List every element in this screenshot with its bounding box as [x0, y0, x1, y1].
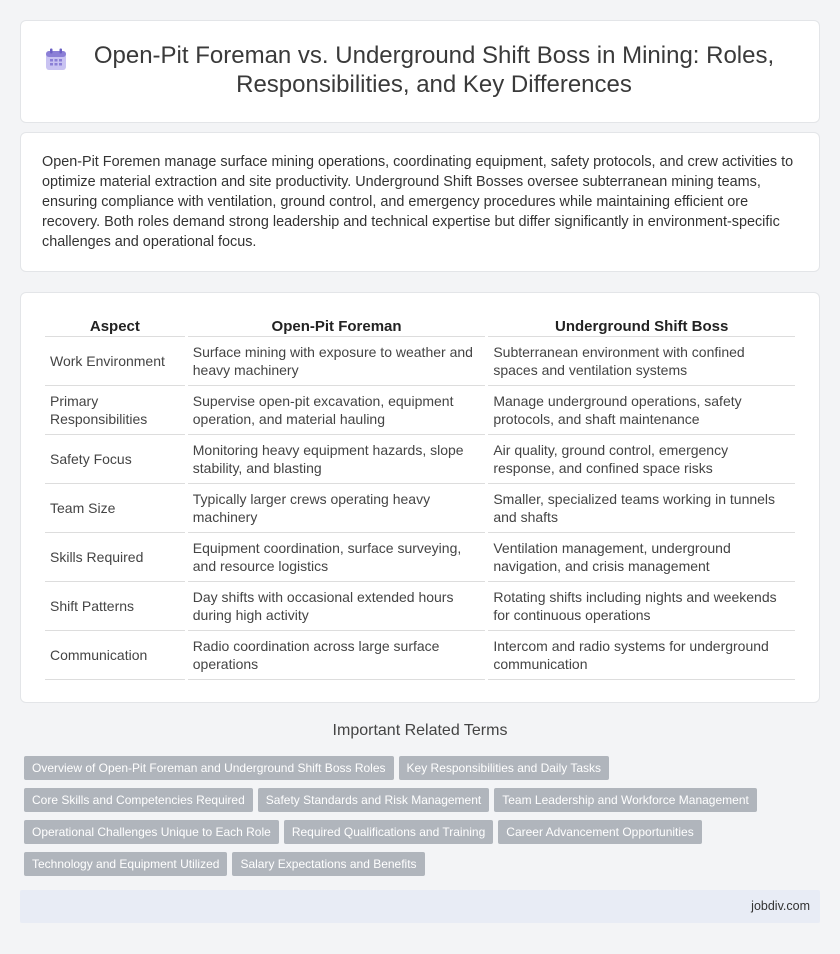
related-term-tag[interactable]: Required Qualifications and Training	[284, 820, 493, 844]
underground-cell: Subterranean environment with confined spaces and ventilation systems	[488, 337, 795, 386]
page-title: Open-Pit Foreman vs. Underground Shift Boss in Mining: Roles, Responsibilities, and Key Differences	[93, 42, 775, 98]
table-row	[45, 337, 795, 386]
open-pit-cell: Day shifts with occasional extended hours during high activity	[188, 582, 486, 631]
open-pit-cell: Equipment coordination, surface surveying, and resource logistics	[188, 533, 486, 582]
table-row	[45, 484, 795, 533]
comparison-table	[42, 315, 798, 680]
open-pit-cell: Surface mining with exposure to weather and heavy machinery	[188, 337, 486, 386]
related-term-tag[interactable]: Safety Standards and Risk Management	[258, 788, 489, 812]
intro-paragraph: Open-Pit Foremen manage surface mining operations, coordinating equipment, safety protocols, and crew activities to optimize material extraction and site productivity. Underground Shift Bosses oversee subterranean mining teams, ensuring compliance with ventilation, ground control, and emergency procedures while maintaining efficient ore recovery. Both roles demand strong leadership and technical expertise but differ significantly in environment-specific challenges and operational focus.	[42, 154, 794, 250]
related-term-tag[interactable]: Technology and Equipment Utilized	[24, 852, 227, 876]
related-term-tag[interactable]: Core Skills and Competencies Required	[24, 788, 253, 812]
related-term-tag[interactable]: Operational Challenges Unique to Each Role	[24, 820, 279, 844]
open-pit-cell: Monitoring heavy equipment hazards, slope stability, and blasting	[188, 435, 486, 484]
underground-cell: Rotating shifts including nights and weekends for continuous operations	[488, 582, 795, 631]
underground-cell: Ventilation management, underground navigation, and crisis management	[488, 533, 795, 582]
aspect-cell: Work Environment	[45, 337, 185, 386]
table-row	[45, 435, 795, 484]
related-term-tag[interactable]: Overview of Open-Pit Foreman and Underground Shift Boss Roles	[24, 756, 394, 780]
open-pit-cell: Typically larger crews operating heavy machinery	[188, 484, 486, 533]
table-row	[45, 582, 795, 631]
header-underground-shift-boss: Underground Shift Boss	[488, 315, 795, 337]
related-terms-tags	[24, 756, 814, 884]
underground-cell: Intercom and radio systems for underground communication	[488, 631, 795, 680]
related-term-tag[interactable]: Salary Expectations and Benefits	[232, 852, 424, 876]
comparison-table-card	[20, 292, 820, 703]
table-header-row	[45, 315, 795, 337]
related-term-tag[interactable]: Career Advancement Opportunities	[498, 820, 701, 844]
table-row	[45, 631, 795, 680]
underground-cell: Smaller, specialized teams working in tunnels and shafts	[488, 484, 795, 533]
open-pit-cell: Supervise open-pit excavation, equipment operation, and material hauling	[188, 386, 486, 435]
aspect-cell: Safety Focus	[45, 435, 185, 484]
aspect-cell: Skills Required	[45, 533, 185, 582]
header-open-pit-foreman: Open-Pit Foreman	[188, 315, 486, 337]
related-term-tag[interactable]: Key Responsibilities and Daily Tasks	[399, 756, 610, 780]
intro-card	[20, 132, 820, 272]
footer	[20, 890, 820, 923]
underground-cell: Air quality, ground control, emergency response, and confined space risks	[488, 435, 795, 484]
aspect-cell: Team Size	[45, 484, 185, 533]
related-terms-heading: Important Related Terms	[332, 722, 508, 739]
open-pit-cell: Radio coordination across large surface operations	[188, 631, 486, 680]
aspect-cell: Primary Responsibilities	[45, 386, 185, 435]
table-row	[45, 533, 795, 582]
title-card	[20, 20, 820, 123]
related-term-tag[interactable]: Team Leadership and Workforce Management	[494, 788, 757, 812]
footer-site-link[interactable]: jobdiv.com	[751, 899, 810, 913]
table-row	[45, 386, 795, 435]
header-aspect: Aspect	[45, 315, 185, 337]
aspect-cell: Shift Patterns	[45, 582, 185, 631]
underground-cell: Manage underground operations, safety protocols, and shaft maintenance	[488, 386, 795, 435]
aspect-cell: Communication	[45, 631, 185, 680]
